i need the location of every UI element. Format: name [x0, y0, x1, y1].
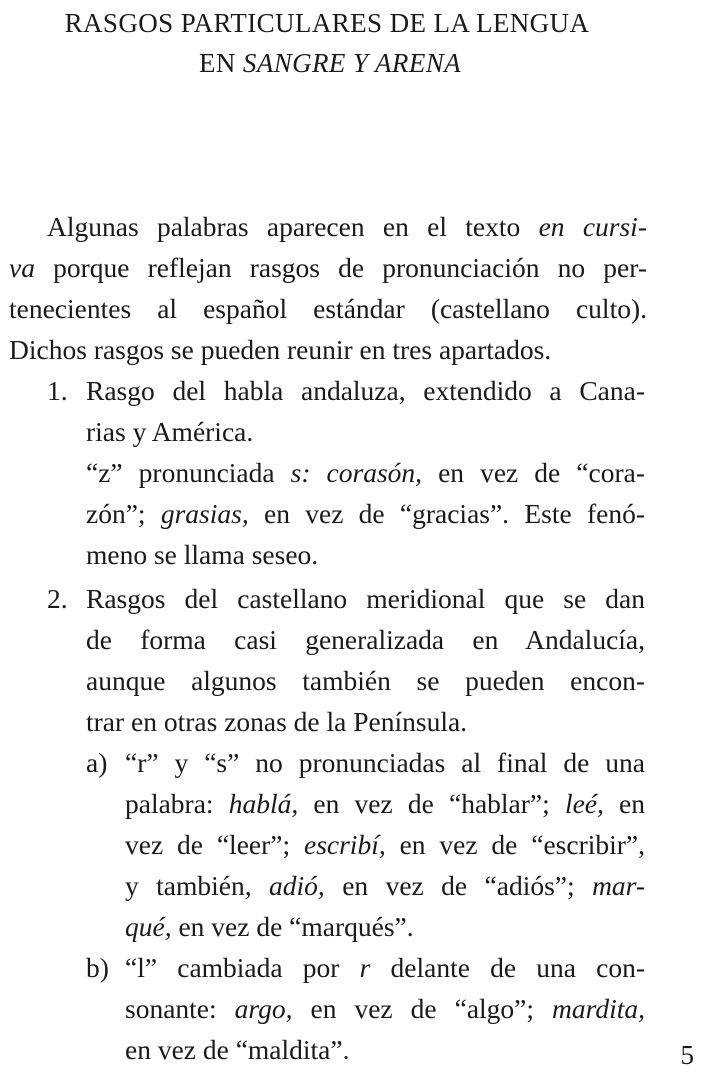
book-title: SANGRE Y ARENA — [242, 48, 462, 78]
item1-line-4: zón”; grasias, en vez de “gracias”. Este fenó- — [86, 498, 645, 529]
suba-line-2: palabra: hablá, en vez de “hablar”; leé, en — [125, 788, 645, 819]
chapter-title-line-2: EN SANGRE Y ARENA — [198, 48, 462, 78]
item2-line-1: Rasgos del castellano meridional que se dan — [86, 583, 645, 614]
subb-line-2: sonante: argo, en vez de “algo”; mardita, — [125, 993, 645, 1024]
suba-line-4: y también, adió, en vez de “adiós”; mar- — [125, 870, 645, 901]
page-number: 5 — [680, 1040, 694, 1070]
item1-line-5: meno se llama seseo. — [86, 539, 319, 570]
list-number-2: 2. — [47, 583, 68, 614]
chapter-title-line-1: RASGOS PARTICULARES DE LA LENGUA — [64, 8, 590, 38]
intro-line-3: tenecientes al español estándar (castellano culto). — [9, 293, 647, 324]
item2-line-3: aunque algunos también se pueden encon- — [86, 665, 645, 696]
intro-line-4: Dichos rasgos se pueden reunir en tres apartados. — [9, 334, 552, 365]
list-number-1: 1. — [47, 375, 68, 406]
suba-line-3: vez de “leer”; escribí, en vez de “escribir”, — [125, 829, 645, 860]
intro-line-1: Algunas palabras aparecen en el texto en cursi- — [47, 211, 647, 242]
list-letter-a: a) — [86, 747, 108, 778]
item1-line-1: Rasgo del habla andaluza, extendido a Cana- — [86, 375, 645, 406]
list-letter-b: b) — [86, 952, 109, 983]
item2-line-4: trar en otras zonas de la Península. — [86, 706, 468, 737]
suba-line-1: “r” y “s” no pronunciadas al final de una — [125, 747, 645, 778]
item1-line-3: “z” pronunciada s: corasón, en vez de “cora- — [86, 457, 645, 488]
item1-line-2: rias y América. — [86, 416, 254, 447]
subb-line-3: en vez de “maldita”. — [125, 1034, 350, 1065]
subb-line-1: “l” cambiada por r delante de una con- — [125, 952, 645, 983]
item2-line-2: de forma casi generalizada en Andalucía, — [86, 624, 645, 655]
intro-line-2: va porque reflejan rasgos de pronunciación no per- — [9, 252, 647, 283]
suba-line-5: qué, en vez de “marqués”. — [125, 911, 414, 942]
